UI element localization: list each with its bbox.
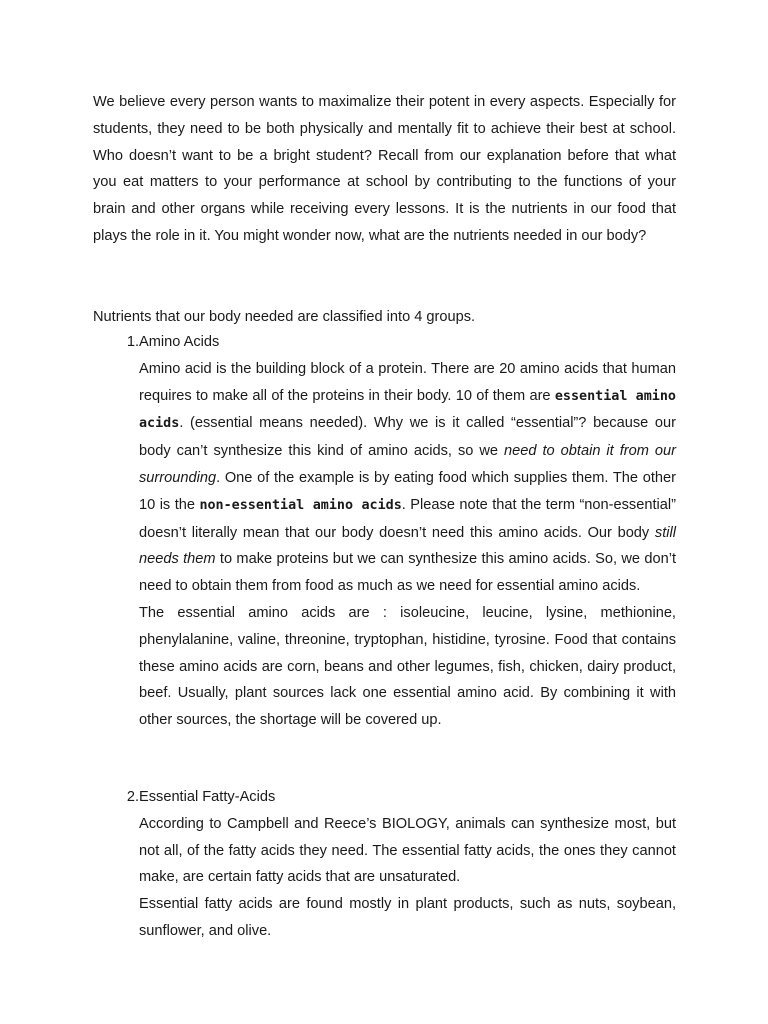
fatty-acids-paragraph-1: According to Campbell and Reece’s BIOLOGY, animals can synthesize most, but not all, of the fatty acids they need. The essential fatty acids, the ones they cannot make, are certain fatty acids that are unsaturated. bbox=[139, 815, 676, 886]
list-heading-text: Amino Acids bbox=[139, 334, 220, 350]
intro-paragraph: We believe every person wants to maximalize their potent in every aspects. Especially for students, they need to be both physically and mentally fit to achieve their best at school. Who doesn’t want to be a bright student? Recall from our explanation before that what you eat matters to your performance at school by contributing to the functions of your brain and other organs while receiving every lessons. It is the nutrients in our food that plays the role in it. You might wonder now, what are the nutrients needed in our body? bbox=[93, 94, 676, 244]
bold-term: essential amino acids bbox=[139, 388, 676, 432]
list-heading-text: Essential Fatty-Acids bbox=[139, 789, 276, 805]
nutrients-intro: Nutrients that our body needed are classified into 4 groups. bbox=[93, 309, 476, 325]
fatty-acids-paragraph-2: Essential fatty acids are found mostly in plant products, such as nuts, soybean, sunflower, and olive. bbox=[139, 896, 676, 939]
list-item-heading bbox=[93, 329, 676, 356]
amino-acids-paragraph-2: The essential amino acids are : isoleucine, leucine, lysine, methionine, phenylalanine, valine, threonine, tryptophan, histidine, tyrosine. Food that contains these amino acids are corn, beans and other legumes, fish, chicken, dairy product, beef. Usually, plant sources lack one essential amino acid. By combining it with other sources, the shortage will be covered up. bbox=[139, 604, 676, 729]
list-item-heading bbox=[93, 784, 676, 811]
amino-acids-paragraph-1: Amino acid is the building block of a protein. There are 20 amino acids that human requires to make all of the proteins in their body. 10 of them are essential amino acids. (essential means needed). Why we is it called “essential”? because our body can’t synthesize this kind of amino acids, so we need to obtain it from our surrounding. One of the example is by eating food which supplies them. The other 10 is the non-essential amino acids. Please note that the term “non-essential” doesn’t literally mean that our body doesn’t need this amino acids. Our body still needs them to make proteins but we can synthesize this amino acids. So, we don’t need to obtain them from food as much as we need for essential amino acids. bbox=[139, 360, 677, 595]
italic-phrase: need to obtain it from our surrounding bbox=[139, 443, 677, 486]
list-number: 1. bbox=[126, 334, 139, 350]
list-item-amino-acids bbox=[93, 329, 676, 734]
italic-phrase: still needs them bbox=[139, 524, 676, 568]
list-number: 2. bbox=[126, 789, 139, 805]
list-item-fatty-acids bbox=[93, 784, 676, 945]
bold-term: non-essential amino acids bbox=[199, 497, 402, 513]
